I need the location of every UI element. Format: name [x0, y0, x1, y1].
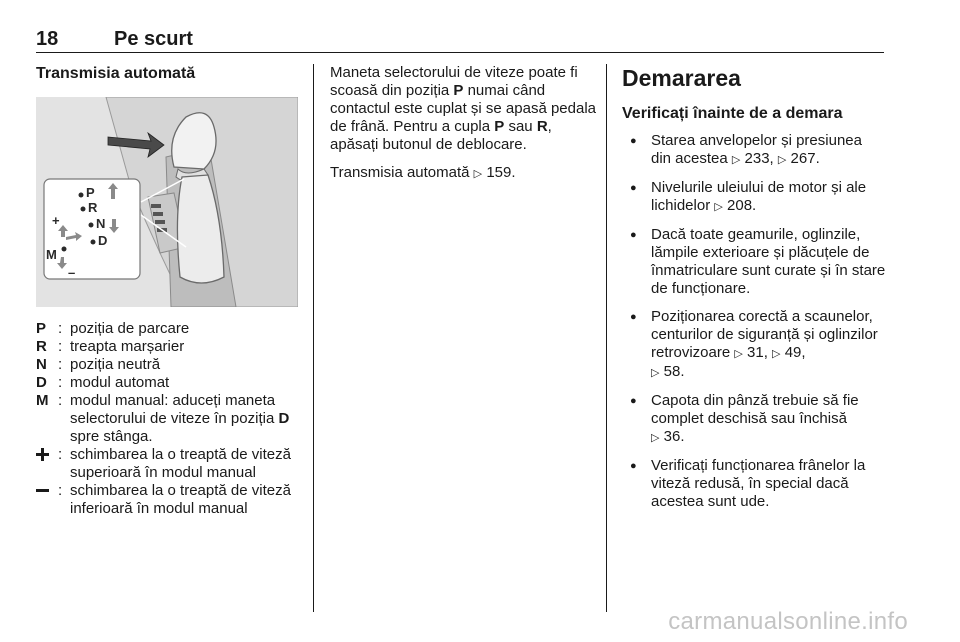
column-2: [330, 64, 596, 183]
reference-arrow-icon: ▷: [734, 348, 743, 360]
column-1: [36, 64, 298, 518]
legend-row-p: P : poziția de parcare: [36, 320, 190, 337]
diagram-label-r: R: [88, 200, 98, 215]
list-item: ● Starea anvelopelor și presiunea din acestea ▷ 233, ▷ 267.: [622, 132, 886, 169]
minus-icon: [36, 484, 49, 497]
cross-reference-paragraph: Transmisia automată ▷ 159.: [330, 164, 516, 181]
diagram-label-d: D: [98, 233, 108, 248]
section-title-starting: Demararea: [622, 65, 741, 91]
list-item: ● Nivelurile uleiului de motor și ale lichidelor ▷ 208.: [622, 179, 886, 216]
reference-arrow-icon: ▷: [777, 154, 787, 166]
reference-arrow-icon: ▷: [473, 168, 483, 180]
reference-arrow-icon: ▷: [651, 367, 660, 379]
reference-arrow-icon: ▷: [772, 348, 781, 360]
gear-selector-illustration: [36, 97, 298, 307]
column-divider-2: [606, 64, 607, 612]
page-header: [36, 26, 884, 53]
page-number: 18: [36, 28, 59, 50]
reference-arrow-icon: ▷: [714, 201, 723, 213]
diagram-label-m: M: [46, 247, 57, 262]
list-item: ● Verificați funcționarea frânelor la viteză redusă, în special dacă acestea sunt ude.: [622, 457, 886, 511]
list-item: ● Poziționarea corectă a scaunelor, centurilor de siguranță și oglinzilor retrovizoare ▷ 31, ▷ 49, ▷ 58.: [622, 308, 886, 382]
legend-row-n: N : poziția neutră: [36, 356, 161, 373]
legend-row-plus: : schimbarea la o treaptă de viteză superioară în modul manual: [36, 446, 298, 482]
checklist: [622, 132, 886, 511]
page-reference[interactable]: 159.: [486, 164, 516, 181]
diagram-label-p: P: [86, 185, 95, 200]
column-divider-1: [313, 64, 314, 612]
list-item: ● Dacă toate geamurile, oglinzile, lămpile exterioare și plăcuțele de înmatriculare sunt curate și în stare de funcționare.: [622, 226, 886, 298]
subsection-title-checks: Verificați înainte de a demara: [622, 105, 843, 122]
reference-arrow-icon: ▷: [651, 432, 660, 444]
gear-legend: [36, 320, 298, 518]
legend-row-m: M : modul manual: aduceți maneta selectorului de viteze în poziția D spre stânga.: [36, 392, 290, 445]
reference-arrow-icon: ▷: [731, 154, 741, 166]
watermark: carmanualsonline.info: [668, 608, 908, 635]
legend-row-minus: : schimbarea la o treaptă de viteză inferioară în modul manual: [36, 482, 298, 518]
list-item: ● Capota din pânză trebuie să fie complet deschisă sau închisă ▷ 36.: [622, 392, 886, 447]
plus-icon: [36, 448, 49, 461]
legend-row-d: D : modul automat: [36, 374, 170, 391]
diagram-label-plus: +: [52, 213, 60, 228]
gear-selector-figure: [36, 97, 298, 307]
column-3: [622, 64, 886, 521]
section-heading-automatic-transmission: Transmisia automată: [36, 65, 196, 82]
section-title: Pe scurt: [114, 28, 193, 50]
selector-lever-paragraph: Maneta selectorului de viteze poate fi scoasă din poziția P numai când contactul este cuplat și se apasă pedala de frână. Pentru a cupla P sau R, apăsați butonul de deblocare.: [330, 64, 597, 153]
legend-row-r: R : treapta marșarier: [36, 338, 185, 355]
diagram-label-n: N: [96, 216, 106, 231]
diagram-label-minus: –: [68, 265, 76, 280]
